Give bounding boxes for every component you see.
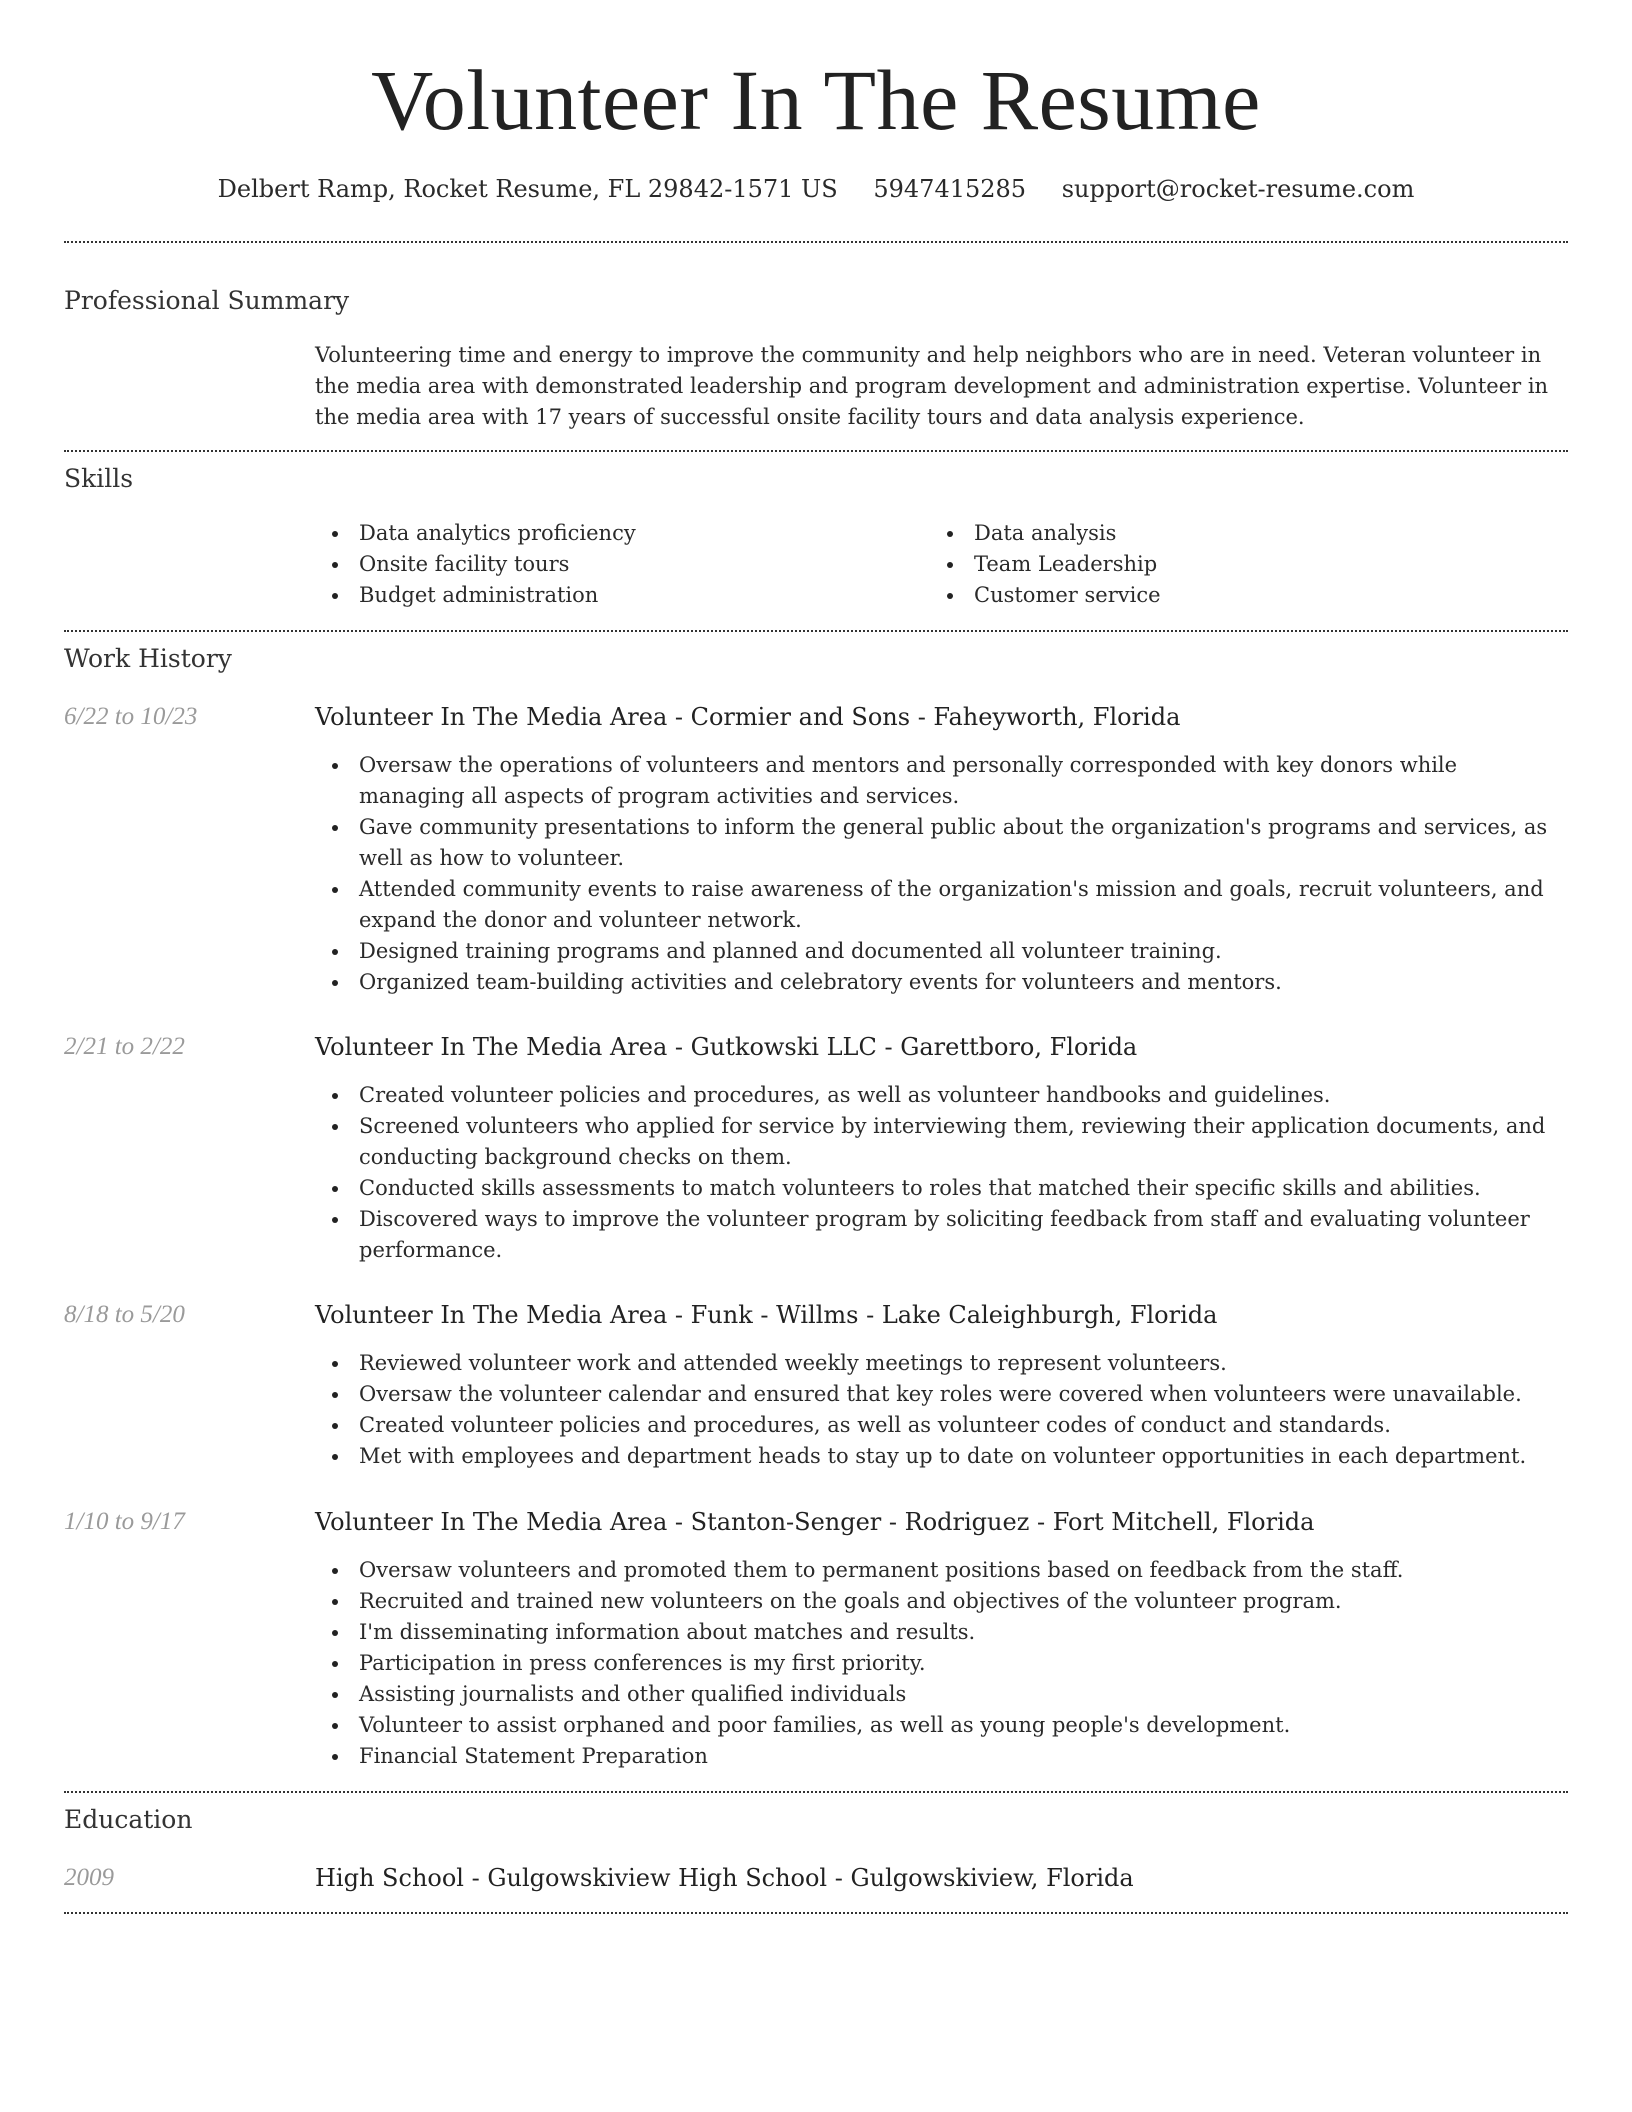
job-role: Volunteer In The Media Area - Stanton-Senger - Rodriguez - Fort Mitchell, Florida bbox=[315, 1508, 1315, 1536]
job-bullets bbox=[315, 1348, 1568, 1472]
job-bullet: Volunteer to assist orphaned and poor families, as well as young people's development. bbox=[315, 1710, 1568, 1741]
divider bbox=[64, 450, 1568, 452]
contact-line bbox=[64, 174, 1568, 204]
skill-item: Team Leadership bbox=[930, 549, 1545, 580]
skill-item: Data analytics proficiency bbox=[315, 518, 930, 549]
job-bullet: Organized team-building activities and celebratory events for volunteers and mentors. bbox=[315, 967, 1568, 998]
job-role: Volunteer In The Media Area - Gutkowski LLC - Garettboro, Florida bbox=[315, 1033, 1138, 1061]
job-date: 2/21 to 2/22 bbox=[64, 1033, 185, 1060]
education-heading: Education bbox=[64, 1805, 193, 1834]
divider bbox=[64, 1791, 1568, 1793]
skills-heading: Skills bbox=[64, 464, 134, 493]
education-school: High School - Gulgowskiview High School - Gulgowskiview, Florida bbox=[315, 1864, 1134, 1892]
education-date: 2009 bbox=[64, 1864, 114, 1891]
job-bullet: Assisting journalists and other qualified individuals bbox=[315, 1679, 1568, 1710]
skill-item: Customer service bbox=[930, 580, 1545, 611]
job-bullet: Recruited and trained new volunteers on the goals and objectives of the volunteer program. bbox=[315, 1586, 1568, 1617]
skill-item: Data analysis bbox=[930, 518, 1545, 549]
job-date: 1/10 to 9/17 bbox=[64, 1508, 185, 1535]
resume-title: Volunteer In The Resume bbox=[371, 52, 1261, 148]
summary-heading: Professional Summary bbox=[64, 286, 350, 315]
job-bullets bbox=[315, 1080, 1568, 1266]
job-role: Volunteer In The Media Area - Cormier and Sons - Faheyworth, Florida bbox=[315, 703, 1181, 731]
skills-list bbox=[315, 518, 1568, 611]
contact-email: support@rocket-resume.com bbox=[1061, 175, 1415, 203]
skill-item: Onsite facility tours bbox=[315, 549, 930, 580]
job-bullet: Financial Statement Preparation bbox=[315, 1741, 1568, 1772]
job-date: 8/18 to 5/20 bbox=[64, 1301, 185, 1328]
contact-address: Delbert Ramp, Rocket Resume, FL 29842-1571 US bbox=[217, 175, 838, 203]
job-bullet: Oversaw volunteers and promoted them to permanent positions based on feedback from the staff. bbox=[315, 1555, 1568, 1586]
job-bullet: Conducted skills assessments to match volunteers to roles that matched their specific skills and abilities. bbox=[315, 1173, 1568, 1204]
job-bullet: I'm disseminating information about matches and results. bbox=[315, 1617, 1568, 1648]
contact-phone: 5947415285 bbox=[873, 175, 1027, 203]
skill-item: Budget administration bbox=[315, 580, 930, 611]
job-bullet: Gave community presentations to inform the general public about the organization's programs and services, as well as how to volunteer. bbox=[315, 812, 1568, 874]
job-bullet: Reviewed volunteer work and attended weekly meetings to represent volunteers. bbox=[315, 1348, 1568, 1379]
divider bbox=[64, 630, 1568, 632]
job-bullet: Attended community events to raise awareness of the organization's mission and goals, recruit volunteers, and expand the donor and volunteer network. bbox=[315, 874, 1568, 936]
job-bullet: Oversaw the volunteer calendar and ensured that key roles were covered when volunteers were unavailable. bbox=[315, 1379, 1568, 1410]
skills-column-right bbox=[930, 518, 1545, 611]
job-bullets bbox=[315, 1555, 1568, 1772]
job-bullet: Created volunteer policies and procedures, as well as volunteer codes of conduct and standards. bbox=[315, 1410, 1568, 1441]
work-heading: Work History bbox=[64, 644, 232, 673]
job-role: Volunteer In The Media Area - Funk - Willms - Lake Caleighburgh, Florida bbox=[315, 1301, 1218, 1329]
job-bullet: Discovered ways to improve the volunteer program by soliciting feedback from staff and evaluating volunteer performance. bbox=[315, 1204, 1568, 1266]
job-bullets bbox=[315, 750, 1568, 998]
job-bullet: Oversaw the operations of volunteers and mentors and personally corresponded with key donors while managing all aspects of program activities and services. bbox=[315, 750, 1568, 812]
divider bbox=[64, 1912, 1568, 1914]
job-bullet: Screened volunteers who applied for service by interviewing them, reviewing their application documents, and conducting background checks on them. bbox=[315, 1111, 1568, 1173]
job-bullet: Created volunteer policies and procedures, as well as volunteer handbooks and guidelines. bbox=[315, 1080, 1568, 1111]
skills-column-left bbox=[315, 518, 930, 611]
job-bullet: Met with employees and department heads to stay up to date on volunteer opportunities in each department. bbox=[315, 1441, 1568, 1472]
summary-text: Volunteering time and energy to improve the community and help neighbors who are in need. Veteran volunteer in the media area with demonstrated leadership and program development and administration expertise. Volunteer in the media area with 17 years of successful onsite facility tours and data analysis experience. bbox=[315, 343, 1549, 429]
divider bbox=[64, 241, 1568, 243]
job-bullet: Participation in press conferences is my first priority. bbox=[315, 1648, 1568, 1679]
job-bullet: Designed training programs and planned and documented all volunteer training. bbox=[315, 936, 1568, 967]
job-date: 6/22 to 10/23 bbox=[64, 703, 198, 730]
